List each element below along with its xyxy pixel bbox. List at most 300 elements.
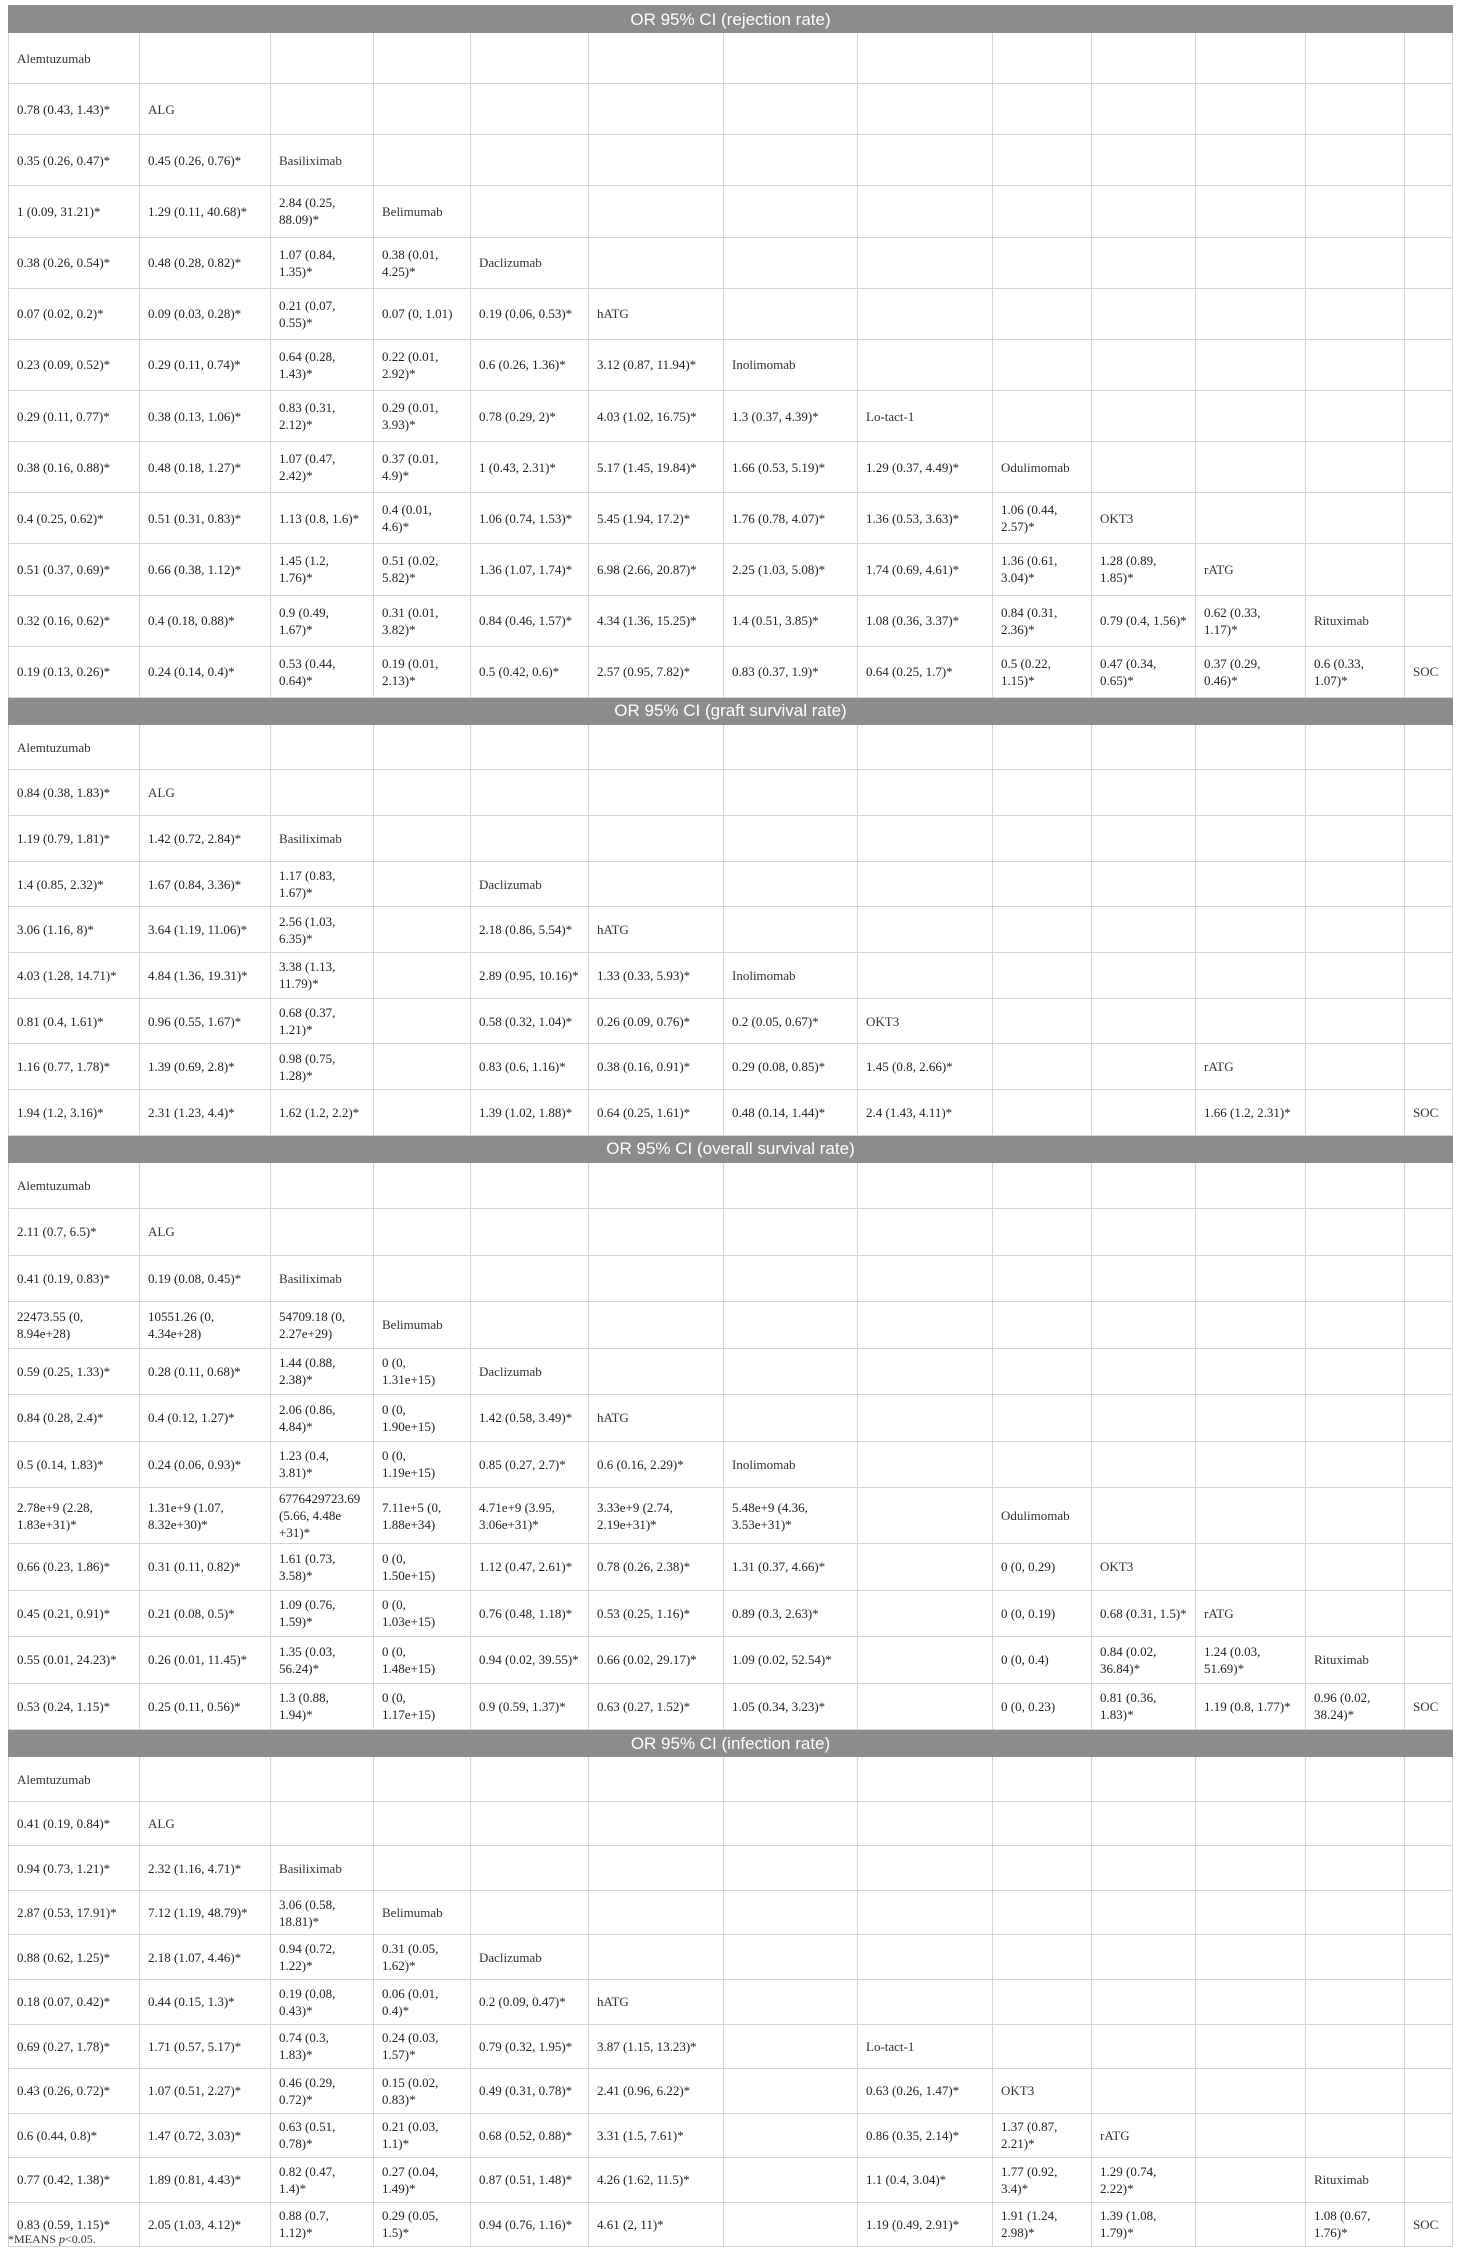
- treatment-label: Daclizumab: [471, 1348, 589, 1395]
- or-value-cell: 0.51 (0.31, 0.83)*: [140, 493, 271, 544]
- empty-cell: [1306, 1935, 1405, 1980]
- or-value-cell: 0.41 (0.19, 0.84)*: [9, 1801, 140, 1846]
- empty-cell: [1306, 1890, 1405, 1935]
- empty-cell: [471, 135, 589, 186]
- or-value-cell: 1.29 (0.74, 2.22)*: [1092, 2158, 1196, 2203]
- or-value-cell: 0.28 (0.11, 0.68)*: [140, 1348, 271, 1395]
- empty-cell: [858, 237, 993, 288]
- or-value-cell: 0.63 (0.27, 1.52)*: [589, 1683, 724, 1730]
- or-value-cell: 1.42 (0.72, 2.84)*: [140, 816, 271, 862]
- or-value-cell: 1.06 (0.74, 1.53)*: [471, 493, 589, 544]
- or-value-cell: 5.45 (1.94, 17.2)*: [589, 493, 724, 544]
- empty-cell: [1306, 1801, 1405, 1846]
- empty-cell: [1196, 724, 1306, 770]
- table-row: [9, 1209, 1453, 1256]
- section-title: OR 95% CI (overall survival rate): [9, 1135, 1453, 1162]
- or-value-cell: 0.29 (0.08, 0.85)*: [724, 1044, 858, 1090]
- or-value-cell: 2.32 (1.16, 4.71)*: [140, 1846, 271, 1891]
- empty-cell: [724, 288, 858, 339]
- empty-cell: [993, 1979, 1092, 2024]
- empty-cell: [1405, 2113, 1453, 2158]
- or-value-cell: 0.32 (0.16, 0.62)*: [9, 595, 140, 646]
- empty-cell: [1405, 1757, 1453, 1802]
- empty-cell: [1196, 84, 1306, 135]
- table-row: [9, 998, 1453, 1044]
- or-value-cell: 0.4 (0.12, 1.27)*: [140, 1395, 271, 1442]
- table-row: [9, 390, 1453, 441]
- or-value-cell: 0.96 (0.02, 38.24)*: [1306, 1683, 1405, 1730]
- or-value-cell: 1.76 (0.78, 4.07)*: [724, 493, 858, 544]
- or-value-cell: 1.31e+9 (1.07, 8.32e+30)*: [140, 1488, 271, 1544]
- empty-cell: [993, 816, 1092, 862]
- or-value-cell: 1.47 (0.72, 3.03)*: [140, 2113, 271, 2158]
- section-title: OR 95% CI (rejection rate): [9, 6, 1453, 33]
- or-value-cell: [993, 1090, 1092, 1136]
- empty-cell: [140, 1757, 271, 1802]
- or-value-cell: 2.57 (0.95, 7.82)*: [589, 646, 724, 697]
- empty-cell: [993, 770, 1092, 816]
- empty-cell: [993, 1935, 1092, 1980]
- or-value-cell: 6.98 (2.66, 20.87)*: [589, 544, 724, 595]
- or-value-cell: 1.19 (0.49, 2.91)*: [858, 2202, 993, 2247]
- treatment-label: Rituximab: [1306, 595, 1405, 646]
- table-row: [9, 544, 1453, 595]
- empty-cell: [1092, 861, 1196, 907]
- empty-cell: [1306, 493, 1405, 544]
- empty-cell: [1092, 1255, 1196, 1302]
- treatment-label: Alemtuzumab: [9, 33, 140, 84]
- empty-cell: [1196, 442, 1306, 493]
- or-value-cell: 3.06 (0.58, 18.81)*: [271, 1890, 374, 1935]
- empty-cell: [858, 1209, 993, 1256]
- empty-cell: [1405, 1890, 1453, 1935]
- or-value-cell: 0.15 (0.02, 0.83)*: [374, 2069, 471, 2114]
- or-value-cell: 1.06 (0.44, 2.57)*: [993, 493, 1092, 544]
- or-value-cell: 0.84 (0.28, 2.4)*: [9, 1395, 140, 1442]
- empty-cell: [724, 186, 858, 237]
- empty-cell: [1092, 390, 1196, 441]
- footnote-p-symbol: p: [59, 2232, 66, 2246]
- table-row: [9, 1348, 1453, 1395]
- or-value-cell: 0.53 (0.25, 1.16)*: [589, 1590, 724, 1637]
- or-value-cell: 0.63 (0.51, 0.78)*: [271, 2113, 374, 2158]
- or-value-cell: 0.6 (0.26, 1.36)*: [471, 339, 589, 390]
- empty-cell: [1092, 1979, 1196, 2024]
- empty-cell: [1306, 1162, 1405, 1209]
- empty-cell: [1405, 288, 1453, 339]
- or-value-cell: 2.11 (0.7, 6.5)*: [9, 1209, 140, 1256]
- empty-cell: [1306, 907, 1405, 953]
- or-value-cell: 1.1 (0.4, 3.04)*: [858, 2158, 993, 2203]
- treatment-label: OKT3: [1092, 493, 1196, 544]
- or-value-cell: 0.38 (0.13, 1.06)*: [140, 390, 271, 441]
- treatment-label: ALG: [140, 84, 271, 135]
- treatment-label: Rituximab: [1306, 1637, 1405, 1684]
- or-value-cell: 1.71 (0.57, 5.17)*: [140, 2024, 271, 2069]
- empty-cell: [589, 1757, 724, 1802]
- or-value-cell: 0.68 (0.37, 1.21)*: [271, 998, 374, 1044]
- or-value-cell: 0.35 (0.26, 0.47)*: [9, 135, 140, 186]
- empty-cell: [724, 1162, 858, 1209]
- or-value-cell: [374, 998, 471, 1044]
- empty-cell: [589, 1255, 724, 1302]
- or-value-cell: 0.66 (0.23, 1.86)*: [9, 1544, 140, 1591]
- or-value-cell: 1.13 (0.8, 1.6)*: [271, 493, 374, 544]
- treatment-label: Alemtuzumab: [9, 1162, 140, 1209]
- or-value-cell: 0.88 (0.7, 1.12)*: [271, 2202, 374, 2247]
- empty-cell: [858, 1846, 993, 1891]
- empty-cell: [858, 907, 993, 953]
- empty-cell: [1405, 33, 1453, 84]
- empty-cell: [1196, 1544, 1306, 1591]
- or-value-cell: [858, 1637, 993, 1684]
- or-value-cell: 0 (0, 1.31e+15): [374, 1348, 471, 1395]
- empty-cell: [1306, 84, 1405, 135]
- empty-cell: [1196, 998, 1306, 1044]
- or-value-cell: 0.29 (0.11, 0.74)*: [140, 339, 271, 390]
- treatment-label: Alemtuzumab: [9, 724, 140, 770]
- empty-cell: [1306, 288, 1405, 339]
- empty-cell: [1196, 493, 1306, 544]
- or-value-cell: 0.68 (0.31, 1.5)*: [1092, 1590, 1196, 1637]
- table-row: [9, 237, 1453, 288]
- empty-cell: [993, 907, 1092, 953]
- empty-cell: [1306, 1846, 1405, 1891]
- empty-cell: [471, 1255, 589, 1302]
- or-value-cell: 0.87 (0.51, 1.48)*: [471, 2158, 589, 2203]
- empty-cell: [1196, 1441, 1306, 1488]
- table-row: [9, 1090, 1453, 1136]
- empty-cell: [1092, 1162, 1196, 1209]
- empty-cell: [858, 816, 993, 862]
- empty-cell: [589, 1846, 724, 1891]
- empty-cell: [1092, 1801, 1196, 1846]
- empty-cell: [993, 1302, 1092, 1349]
- empty-cell: [1092, 816, 1196, 862]
- or-value-cell: 0 (0, 0.4): [993, 1637, 1092, 1684]
- or-value-cell: 1.08 (0.67, 1.76)*: [1306, 2202, 1405, 2247]
- or-value-cell: 0.83 (0.6, 1.16)*: [471, 1044, 589, 1090]
- table-row: [9, 2113, 1453, 2158]
- or-value-cell: 0.96 (0.55, 1.67)*: [140, 998, 271, 1044]
- treatment-label: Odulimomab: [993, 1488, 1092, 1544]
- empty-cell: [1306, 1209, 1405, 1256]
- treatment-label: Inolimomab: [724, 1441, 858, 1488]
- table-row: [9, 646, 1453, 697]
- or-value-cell: 1.61 (0.73, 3.58)*: [271, 1544, 374, 1591]
- or-value-cell: 1.39 (1.08, 1.79)*: [1092, 2202, 1196, 2247]
- treatment-label: SOC: [1405, 2202, 1453, 2247]
- table-row: [9, 84, 1453, 135]
- treatment-label: Alemtuzumab: [9, 1757, 140, 1802]
- empty-cell: [1405, 237, 1453, 288]
- treatment-label: ALG: [140, 1209, 271, 1256]
- empty-cell: [1405, 1441, 1453, 1488]
- treatment-label: Basiliximab: [271, 816, 374, 862]
- table-row: [9, 1395, 1453, 1442]
- empty-cell: [1405, 1637, 1453, 1684]
- or-value-cell: 0.9 (0.59, 1.37)*: [471, 1683, 589, 1730]
- empty-cell: [858, 1935, 993, 1980]
- or-value-cell: 0.31 (0.05, 1.62)*: [374, 1935, 471, 1980]
- or-value-cell: 0.09 (0.03, 0.28)*: [140, 288, 271, 339]
- empty-cell: [724, 1846, 858, 1891]
- empty-cell: [858, 1162, 993, 1209]
- or-value-cell: 0.37 (0.29, 0.46)*: [1196, 646, 1306, 697]
- empty-cell: [1405, 816, 1453, 862]
- empty-cell: [589, 1348, 724, 1395]
- table-row: [9, 1935, 1453, 1980]
- empty-cell: [724, 1395, 858, 1442]
- treatment-label: rATG: [1196, 544, 1306, 595]
- or-value-cell: 0.29 (0.01, 3.93)*: [374, 390, 471, 441]
- table-row: [9, 816, 1453, 862]
- or-value-cell: 0.5 (0.22, 1.15)*: [993, 646, 1092, 697]
- or-value-cell: 0.59 (0.25, 1.33)*: [9, 1348, 140, 1395]
- or-value-cell: 1.3 (0.37, 4.39)*: [724, 390, 858, 441]
- or-value-cell: 0.22 (0.01, 2.92)*: [374, 339, 471, 390]
- or-value-cell: 0.48 (0.28, 0.82)*: [140, 237, 271, 288]
- or-value-cell: 0.4 (0.25, 0.62)*: [9, 493, 140, 544]
- or-value-cell: 0.77 (0.42, 1.38)*: [9, 2158, 140, 2203]
- or-table-container: [8, 5, 1452, 2247]
- empty-cell: [589, 1302, 724, 1349]
- empty-cell: [1196, 1979, 1306, 2024]
- empty-cell: [1196, 1302, 1306, 1349]
- empty-cell: [1306, 1395, 1405, 1442]
- empty-cell: [271, 1162, 374, 1209]
- empty-cell: [471, 1162, 589, 1209]
- empty-cell: [993, 1255, 1092, 1302]
- empty-cell: [589, 237, 724, 288]
- empty-cell: [1092, 770, 1196, 816]
- or-value-cell: 0.37 (0.01, 4.9)*: [374, 442, 471, 493]
- empty-cell: [1196, 288, 1306, 339]
- or-value-cell: 2.25 (1.03, 5.08)*: [724, 544, 858, 595]
- empty-cell: [1405, 390, 1453, 441]
- table-row: [9, 1302, 1453, 1349]
- or-value-cell: 2.31 (1.23, 4.4)*: [140, 1090, 271, 1136]
- empty-cell: [1405, 1544, 1453, 1591]
- empty-cell: [1306, 1441, 1405, 1488]
- empty-cell: [1196, 390, 1306, 441]
- or-value-cell: 0.19 (0.08, 0.45)*: [140, 1255, 271, 1302]
- or-value-cell: 4.71e+9 (3.95, 3.06e+31)*: [471, 1488, 589, 1544]
- or-value-cell: 1.31 (0.37, 4.66)*: [724, 1544, 858, 1591]
- empty-cell: [589, 135, 724, 186]
- section-header-row: [9, 1135, 1453, 1162]
- empty-cell: [589, 1935, 724, 1980]
- table-row: [9, 1757, 1453, 1802]
- empty-cell: [993, 861, 1092, 907]
- or-value-cell: 0.49 (0.31, 0.78)*: [471, 2069, 589, 2114]
- empty-cell: [471, 1890, 589, 1935]
- or-value-cell: 1.29 (0.11, 40.68)*: [140, 186, 271, 237]
- empty-cell: [1092, 84, 1196, 135]
- empty-cell: [993, 1846, 1092, 1891]
- or-value-cell: 1.12 (0.47, 2.61)*: [471, 1544, 589, 1591]
- or-value-cell: 0.51 (0.37, 0.69)*: [9, 544, 140, 595]
- empty-cell: [993, 2024, 1092, 2069]
- empty-cell: [993, 288, 1092, 339]
- table-row: [9, 186, 1453, 237]
- empty-cell: [993, 1441, 1092, 1488]
- or-value-cell: 0.38 (0.01, 4.25)*: [374, 237, 471, 288]
- or-value-cell: 0.94 (0.02, 39.55)*: [471, 1637, 589, 1684]
- empty-cell: [589, 33, 724, 84]
- or-value-cell: [374, 907, 471, 953]
- or-value-cell: 0 (0, 1.03e+15): [374, 1590, 471, 1637]
- treatment-label: Inolimomab: [724, 953, 858, 999]
- empty-cell: [1405, 907, 1453, 953]
- or-value-cell: 0 (0, 1.17e+15): [374, 1683, 471, 1730]
- or-value-cell: 0.41 (0.19, 0.83)*: [9, 1255, 140, 1302]
- empty-cell: [993, 237, 1092, 288]
- empty-cell: [1092, 1209, 1196, 1256]
- or-value-cell: [993, 1044, 1092, 1090]
- or-value-cell: [724, 2113, 858, 2158]
- treatment-label: Basiliximab: [271, 1846, 374, 1891]
- or-value-cell: 3.38 (1.13, 11.79)*: [271, 953, 374, 999]
- table-row: [9, 2024, 1453, 2069]
- or-value-cell: 0.55 (0.01, 24.23)*: [9, 1637, 140, 1684]
- or-value-cell: 7.12 (1.19, 48.79)*: [140, 1890, 271, 1935]
- empty-cell: [140, 724, 271, 770]
- or-value-cell: 0.5 (0.42, 0.6)*: [471, 646, 589, 697]
- empty-cell: [589, 770, 724, 816]
- table-row: [9, 1979, 1453, 2024]
- or-value-cell: 1.4 (0.85, 2.32)*: [9, 861, 140, 907]
- empty-cell: [1306, 816, 1405, 862]
- or-value-cell: 0.45 (0.21, 0.91)*: [9, 1590, 140, 1637]
- or-value-cell: [724, 2069, 858, 2114]
- or-value-cell: 3.33e+9 (2.74, 2.19e+31)*: [589, 1488, 724, 1544]
- or-value-cell: 1.62 (1.2, 2.2)*: [271, 1090, 374, 1136]
- empty-cell: [724, 1348, 858, 1395]
- table-row: [9, 1162, 1453, 1209]
- empty-cell: [589, 724, 724, 770]
- empty-cell: [1405, 2024, 1453, 2069]
- empty-cell: [1306, 998, 1405, 1044]
- or-value-cell: 6776429723.69 (5.66, 4.48e +31)*: [271, 1488, 374, 1544]
- or-value-cell: 4.61 (2, 11)*: [589, 2202, 724, 2247]
- empty-cell: [471, 186, 589, 237]
- table-row: [9, 1890, 1453, 1935]
- or-value-cell: 0.68 (0.52, 0.88)*: [471, 2113, 589, 2158]
- or-value-cell: [858, 1683, 993, 1730]
- treatment-label: SOC: [1405, 646, 1453, 697]
- empty-cell: [993, 1890, 1092, 1935]
- or-value-cell: [1306, 1090, 1405, 1136]
- empty-cell: [1196, 2113, 1306, 2158]
- or-value-cell: 0.48 (0.18, 1.27)*: [140, 442, 271, 493]
- or-value-cell: 3.87 (1.15, 13.23)*: [589, 2024, 724, 2069]
- or-value-cell: 1.16 (0.77, 1.78)*: [9, 1044, 140, 1090]
- empty-cell: [589, 84, 724, 135]
- or-value-cell: 0.47 (0.34, 0.65)*: [1092, 646, 1196, 697]
- empty-cell: [1306, 442, 1405, 493]
- empty-cell: [471, 1209, 589, 1256]
- empty-cell: [589, 816, 724, 862]
- empty-cell: [724, 724, 858, 770]
- treatment-label: OKT3: [858, 998, 993, 1044]
- empty-cell: [858, 953, 993, 999]
- empty-cell: [993, 390, 1092, 441]
- table-row: [9, 1590, 1453, 1637]
- or-value-cell: 0.64 (0.25, 1.7)*: [858, 646, 993, 697]
- or-value-cell: 2.06 (0.86, 4.84)*: [271, 1395, 374, 1442]
- or-value-cell: 0.94 (0.76, 1.16)*: [471, 2202, 589, 2247]
- empty-cell: [1405, 595, 1453, 646]
- treatment-label: Odulimomab: [993, 442, 1092, 493]
- or-value-cell: 0.06 (0.01, 0.4)*: [374, 1979, 471, 2024]
- empty-cell: [374, 1162, 471, 1209]
- or-value-cell: 0.19 (0.13, 0.26)*: [9, 646, 140, 697]
- empty-cell: [1196, 2024, 1306, 2069]
- table-row: [9, 724, 1453, 770]
- empty-cell: [271, 1757, 374, 1802]
- or-value-cell: 0.4 (0.18, 0.88)*: [140, 595, 271, 646]
- or-value-cell: 2.84 (0.25, 88.09)*: [271, 186, 374, 237]
- or-value-cell: 0.89 (0.3, 2.63)*: [724, 1590, 858, 1637]
- table-row: [9, 1044, 1453, 1090]
- or-value-cell: 0.62 (0.33, 1.17)*: [1196, 595, 1306, 646]
- or-value-cell: 0 (0, 0.19): [993, 1590, 1092, 1637]
- or-value-cell: 0.76 (0.48, 1.18)*: [471, 1590, 589, 1637]
- empty-cell: [1092, 1757, 1196, 1802]
- or-value-cell: 0.6 (0.44, 0.8)*: [9, 2113, 140, 2158]
- empty-cell: [374, 1255, 471, 1302]
- or-value-cell: 1.36 (1.07, 1.74)*: [471, 544, 589, 595]
- empty-cell: [724, 907, 858, 953]
- empty-cell: [1092, 288, 1196, 339]
- or-value-cell: 2.18 (0.86, 5.54)*: [471, 907, 589, 953]
- empty-cell: [858, 724, 993, 770]
- empty-cell: [140, 1162, 271, 1209]
- or-value-cell: 1.91 (1.24, 2.98)*: [993, 2202, 1092, 2247]
- or-value-cell: 0.81 (0.4, 1.61)*: [9, 998, 140, 1044]
- or-value-cell: 0.88 (0.62, 1.25)*: [9, 1935, 140, 1980]
- or-value-cell: 0.66 (0.38, 1.12)*: [140, 544, 271, 595]
- or-value-cell: 1.19 (0.8, 1.77)*: [1196, 1683, 1306, 1730]
- or-value-cell: 0.43 (0.26, 0.72)*: [9, 2069, 140, 2114]
- or-value-cell: 0.84 (0.02, 36.84)*: [1092, 1637, 1196, 1684]
- empty-cell: [1196, 1890, 1306, 1935]
- empty-cell: [1196, 1846, 1306, 1891]
- or-value-cell: 3.06 (1.16, 8)*: [9, 907, 140, 953]
- table-row: [9, 135, 1453, 186]
- or-value-cell: 1.07 (0.84, 1.35)*: [271, 237, 374, 288]
- table-row: [9, 953, 1453, 999]
- empty-cell: [374, 1209, 471, 1256]
- treatment-label: Lo-tact-1: [858, 390, 993, 441]
- empty-cell: [993, 1395, 1092, 1442]
- empty-cell: [374, 33, 471, 84]
- or-value-cell: 0.27 (0.04, 1.49)*: [374, 2158, 471, 2203]
- or-value-cell: 1.36 (0.61, 3.04)*: [993, 544, 1092, 595]
- table-row: [9, 1846, 1453, 1891]
- empty-cell: [993, 135, 1092, 186]
- or-value-cell: [858, 1488, 993, 1544]
- empty-cell: [724, 84, 858, 135]
- empty-cell: [1306, 1757, 1405, 1802]
- table-row: [9, 288, 1453, 339]
- empty-cell: [1092, 998, 1196, 1044]
- or-value-cell: 1.66 (1.2, 2.31)*: [1196, 1090, 1306, 1136]
- empty-cell: [1196, 339, 1306, 390]
- or-value-cell: [724, 2024, 858, 2069]
- empty-cell: [589, 1209, 724, 1256]
